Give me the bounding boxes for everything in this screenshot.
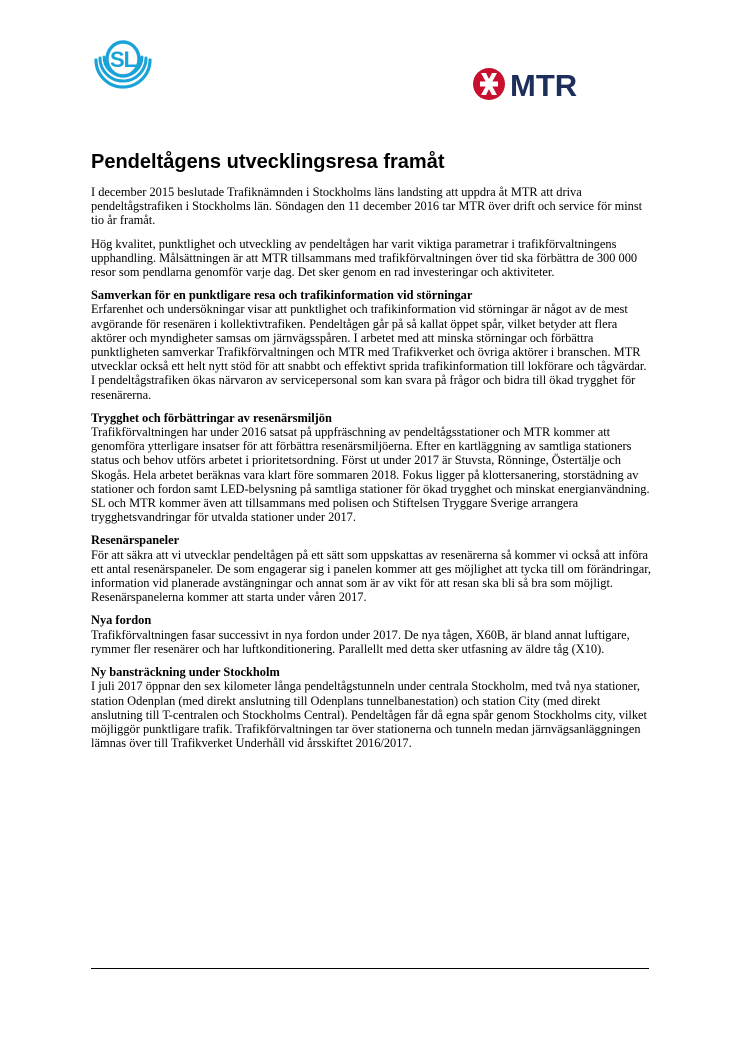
sl-logo-text: SL [109,47,137,72]
section-samverkan [91,288,651,402]
section-heading: Ny bansträckning under Stockholm [91,665,280,680]
mtr-logo-text: MTR [510,68,578,102]
section-body: Erfarenhet och undersökningar visar att punktlighet och trafikinformation vid störningar är något av de mest avgörande för resenären i kollektivtrafiken. Pendeltågen går på så kallat öppet spår, vilket betyder att flera aktörer och myndigheter samsas om järnvägsspåren. I arbetet med att minska störningar och förbättra punktligheten samverkar Trafikförvaltningen och MTR med Trafikverket och övriga aktörer i branschen. MTR utvecklar också ett helt nytt stöd för att snabbt och effektivt sprida trafikinformation till lokförare och tågvärdar. I pendeltågstrafiken ökas närvaron av servicepersonal som kan svara på frågor och bidra till ökad trygghet för resenärerna. [91,302,647,402]
intro-paragraph-2: Hög kvalitet, punktlighet och utveckling av pendeltågen har varit viktiga parametrar i trafikförvaltningens upphandling. Målsättningen är att MTR tillsammans med trafikförvaltningen över tid ska förbättra de 300 000 resor som pendlarna genomför varje dag. Det sker genom en rad investeringar och aktiviteter. [91,236,638,280]
intro-paragraph-1: I december 2015 beslutade Trafiknämnden i Stockholms läns landsting att uppdra åt MTR att driva pendeltågstrafiken i Stockholms län. Söndagen den 11 december 2016 tar MTR över drift och service för minst tio år framåt. [91,185,643,228]
section-body: I juli 2017 öppnar den sex kilometer långa pendeltågstunneln under centrala Stockholm, med två nya stationer, station Odenplan (med direkt anslutning till Odenplans tunnelbanestation) och station City (med direkt anslutning till T-centralen och Stockholms Central). Pendeltågen får då egna spår genom Stockholms city, vilket möjliggör punktligare trafik. Trafikförvaltningen tar över stationerna och tunneln medan järnvägsanläggningen lämnas över till Trafikverket Underhåll vid årsskiftet 2016/2017. [91,679,647,751]
section-heading: Samverkan för en punktligare resa och trafikinformation vid störningar [91,288,473,303]
page-title: Pendeltågens utvecklingsresa framåt [91,151,445,173]
section-body: Trafikförvaltningen fasar successivt in nya fordon under 2017. De nya tågen, X60B, är bland annat luftigare, rymmer fler resenärer och har luftkonditionering. Parallellt med detta sker utfasning av äldre tåg (X10). [91,627,630,656]
section-trygghet [91,411,651,525]
section-body: För att säkra att vi utvecklar pendeltågen på ett sätt som uppskattas av resenärerna så kommer vi också att införa ett antal resenärspaneler. De som engagerar sig i panelen kommer att ges möjlighet att tycka till om förändringar, information vid planerade avstängningar och annat som är av vikt för att resan ska bli så bra som möjligt. Resenärspanelerna kommer att starta under våren 2017. [91,547,651,605]
section-resenarspaneler [91,533,651,604]
section-heading: Resenärspaneler [91,533,180,548]
footer-divider [91,968,649,969]
section-ny-banstrackning [91,665,651,750]
section-nya-fordon [91,613,651,656]
sl-logo-icon [88,40,158,102]
section-heading: Nya fordon [91,613,152,628]
mtr-logo-icon [472,66,608,102]
section-heading: Trygghet och förbättringar av resenärsmiljön [91,410,332,425]
document-content [91,150,651,759]
section-body: Trafikförvaltningen har under 2016 satsat på uppfräschning av pendeltågsstationer och MTR kommer att genomföra ytterligare insatser för att förbättra resenärsmiljöerna. Efter en kartläggning av samtliga stationers status och behov utförs arbetet i prioritetsordning. Först ut under 2017 är Stuvsta, Rönninge, Östertälje och Skogås. Hela arbetet beräknas vara klart före sommaren 2018. Fokus ligger på klottersanering, storstädning av stationer och fordon samt LED-belysning på samtliga stationer för ökad trygghet och minskat energianvändning. SL och MTR kommer även att tillsammans med polisen och Stiftelsen Tryggare Sverige arrangera trygghetsvandringar för utvalda stationer under 2017. [91,425,650,525]
